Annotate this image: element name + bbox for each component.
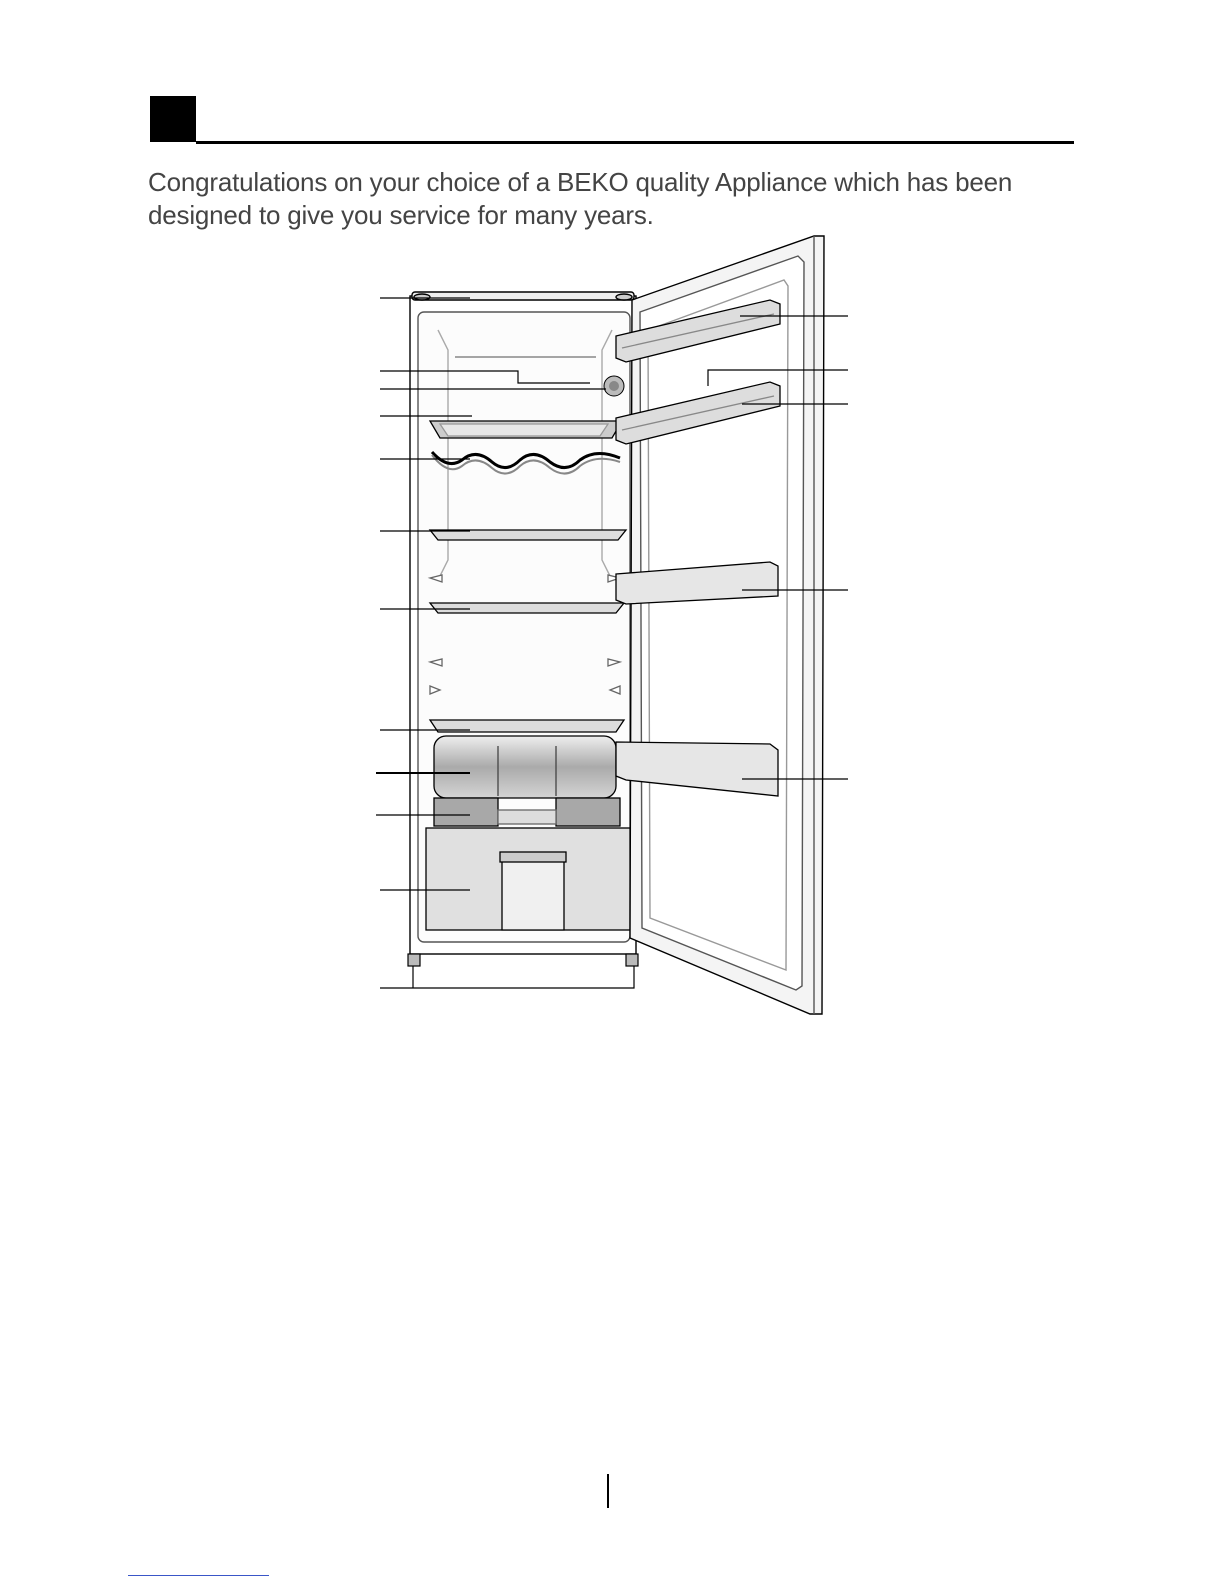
footer-link-underline[interactable] <box>128 1575 269 1576</box>
thermostat-knob-icon <box>604 376 624 396</box>
crisper <box>434 736 620 826</box>
feet <box>408 954 638 966</box>
bottom-drawer <box>426 828 630 930</box>
page-number-mark <box>607 1474 609 1508</box>
intro-paragraph: Congratulations on your choice of a BEKO quality Appliance which has been designed to give you service for many years. <box>148 167 1013 230</box>
